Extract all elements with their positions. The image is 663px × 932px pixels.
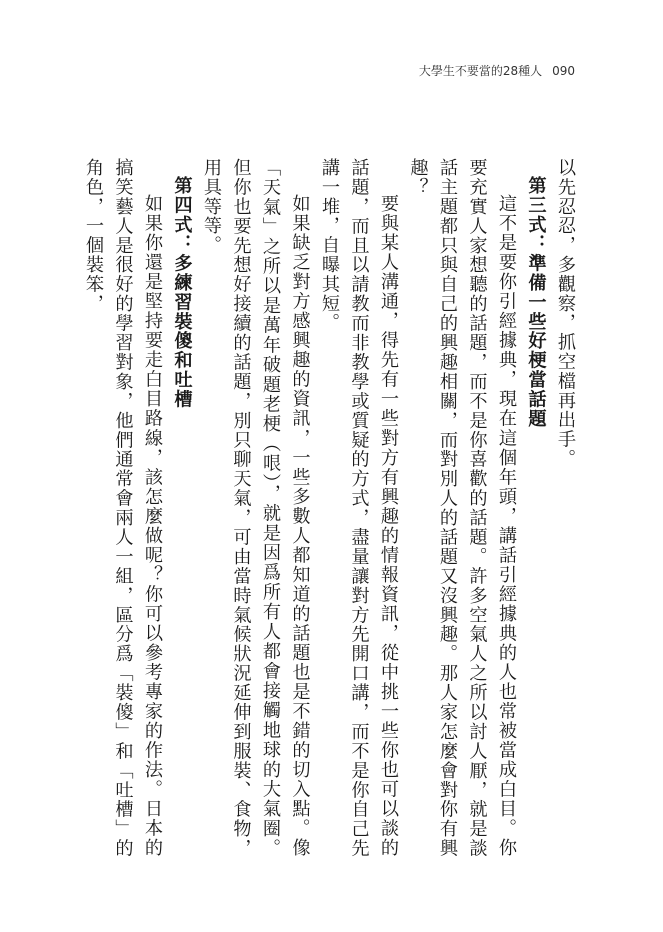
section-heading: 第三式：準備一些好梗當話題 xyxy=(525,176,547,429)
page-number: 090 xyxy=(552,64,575,78)
section-heading: 第四式：多練習裝傻和吐槽 xyxy=(171,176,193,409)
book-title: 大學生不要當的28種人 xyxy=(418,64,543,78)
vertical-body-text xyxy=(83,158,580,858)
paragraph: 以先忍忍，多觀察，抓空檔再出手。 xyxy=(555,158,576,469)
paragraph: 如果你還是堅持要走白目路線，該怎麼做呢？你可以參考專家的作法。日本的搞笑藝人是很好的學習對象，他們通常會兩人一組，區分爲「裝傻」和「吐槽」的角色，一個裝笨， xyxy=(83,158,163,858)
paragraph: 要與某人溝通，得先有一些對方有興趣的情報資訊，從中挑一些你也可以談的話題，而且以請教而非教學或質疑的方式，盡量讓對方先開口講，而不是你自己先講一堆，自曝其短。 xyxy=(319,158,399,858)
running-header xyxy=(419,62,575,79)
paragraph: 如果缺乏對方感興趣的資訊，一些多數人都知道的話題也是不錯的切入點。像「天氣」之所以是萬年破題老梗（哏），就是因爲所有人都會接觸地球的大氣圈。但你也要先想好接續的話題，別只聊天氣，可由當時氣候狀況延伸到服裝、食物，用具等等。 xyxy=(201,158,311,858)
paragraph: 這不是要你引經據典，現在這個年頭，講話引經據典的人也常被當成白目。你要充實人家想聽的話題，而不是你喜歡的話題。許多空氣人之所以討人厭，就是談話主題都只與自己的興趣相關，而對別人的話題又沒興趣。那人家怎麼會對你有興趣？ xyxy=(407,158,517,858)
